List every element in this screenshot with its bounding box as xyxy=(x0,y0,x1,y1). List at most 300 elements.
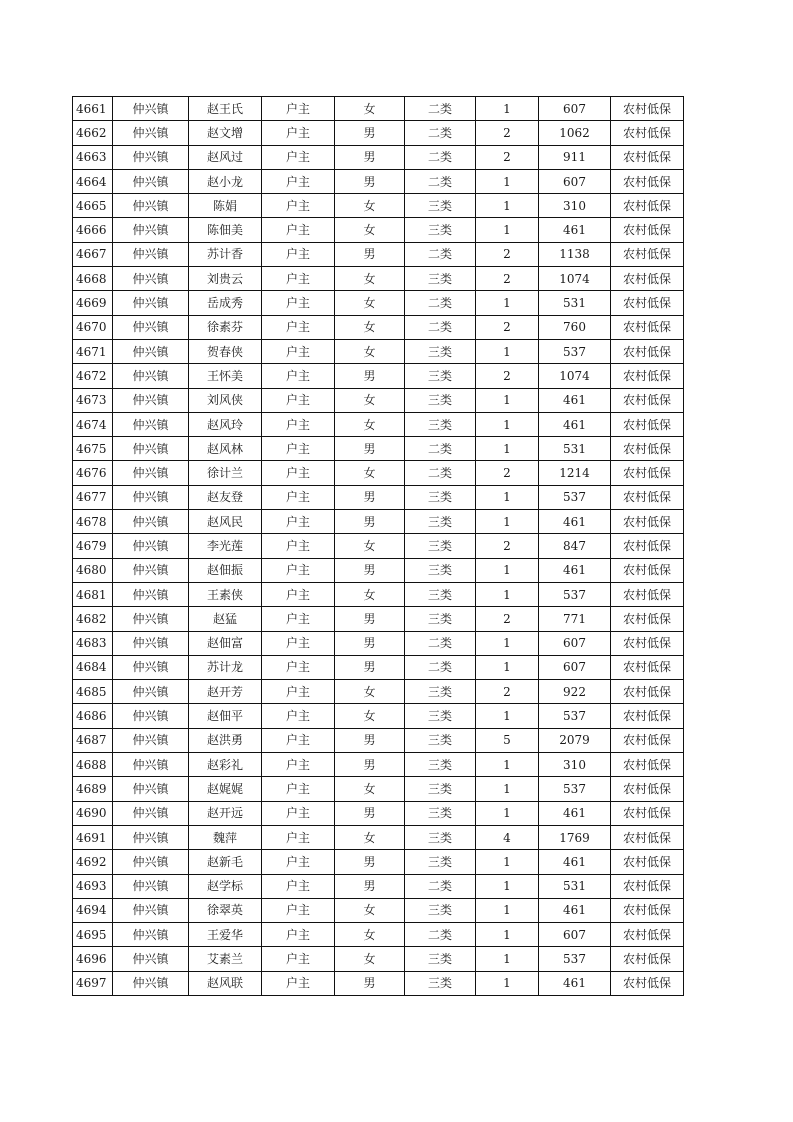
gender-cell: 女 xyxy=(335,582,405,606)
category-cell: 二类 xyxy=(405,291,476,315)
assistance-type-cell: 农村低保 xyxy=(611,582,684,606)
serial-number-cell: 4694 xyxy=(73,898,113,922)
serial-number-cell: 4685 xyxy=(73,680,113,704)
gender-cell: 女 xyxy=(335,97,405,121)
township-cell: 仲兴镇 xyxy=(113,510,189,534)
relation-cell: 户主 xyxy=(262,971,335,995)
category-cell: 三类 xyxy=(405,485,476,509)
gender-cell: 女 xyxy=(335,412,405,436)
category-cell: 三类 xyxy=(405,753,476,777)
serial-number-cell: 4682 xyxy=(73,607,113,631)
gender-cell: 男 xyxy=(335,364,405,388)
township-cell: 仲兴镇 xyxy=(113,607,189,631)
township-cell: 仲兴镇 xyxy=(113,874,189,898)
name-cell: 艾素兰 xyxy=(189,947,262,971)
category-cell: 二类 xyxy=(405,242,476,266)
serial-number-cell: 4675 xyxy=(73,437,113,461)
category-cell: 三类 xyxy=(405,218,476,242)
amount-cell: 1138 xyxy=(539,242,611,266)
gender-cell: 女 xyxy=(335,704,405,728)
household-size-cell: 1 xyxy=(476,971,539,995)
assistance-type-cell: 农村低保 xyxy=(611,291,684,315)
household-size-cell: 2 xyxy=(476,315,539,339)
township-cell: 仲兴镇 xyxy=(113,923,189,947)
category-cell: 二类 xyxy=(405,461,476,485)
category-cell: 二类 xyxy=(405,655,476,679)
relation-cell: 户主 xyxy=(262,339,335,363)
township-cell: 仲兴镇 xyxy=(113,825,189,849)
relation-cell: 户主 xyxy=(262,218,335,242)
table-row xyxy=(73,655,684,679)
category-cell: 三类 xyxy=(405,582,476,606)
township-cell: 仲兴镇 xyxy=(113,145,189,169)
serial-number-cell: 4673 xyxy=(73,388,113,412)
assistance-type-cell: 农村低保 xyxy=(611,655,684,679)
amount-cell: 922 xyxy=(539,680,611,704)
household-size-cell: 1 xyxy=(476,558,539,582)
household-size-cell: 1 xyxy=(476,923,539,947)
household-size-cell: 2 xyxy=(476,607,539,631)
category-cell: 二类 xyxy=(405,145,476,169)
relation-cell: 户主 xyxy=(262,364,335,388)
gender-cell: 女 xyxy=(335,339,405,363)
serial-number-cell: 4674 xyxy=(73,412,113,436)
assistance-type-cell: 农村低保 xyxy=(611,947,684,971)
household-size-cell: 1 xyxy=(476,655,539,679)
gender-cell: 男 xyxy=(335,485,405,509)
table-row xyxy=(73,461,684,485)
assistance-type-cell: 农村低保 xyxy=(611,753,684,777)
amount-cell: 847 xyxy=(539,534,611,558)
assistance-type-cell: 农村低保 xyxy=(611,898,684,922)
township-cell: 仲兴镇 xyxy=(113,631,189,655)
gender-cell: 男 xyxy=(335,874,405,898)
category-cell: 三类 xyxy=(405,971,476,995)
assistance-type-cell: 农村低保 xyxy=(611,364,684,388)
serial-number-cell: 4671 xyxy=(73,339,113,363)
table-row xyxy=(73,242,684,266)
name-cell: 赵风过 xyxy=(189,145,262,169)
gender-cell: 女 xyxy=(335,218,405,242)
category-cell: 二类 xyxy=(405,97,476,121)
serial-number-cell: 4661 xyxy=(73,97,113,121)
name-cell: 赵彩礼 xyxy=(189,753,262,777)
serial-number-cell: 4691 xyxy=(73,825,113,849)
amount-cell: 1074 xyxy=(539,267,611,291)
table-row xyxy=(73,339,684,363)
township-cell: 仲兴镇 xyxy=(113,534,189,558)
amount-cell: 310 xyxy=(539,753,611,777)
household-size-cell: 2 xyxy=(476,121,539,145)
assistance-type-cell: 农村低保 xyxy=(611,388,684,412)
relation-cell: 户主 xyxy=(262,947,335,971)
assistance-type-cell: 农村低保 xyxy=(611,631,684,655)
amount-cell: 461 xyxy=(539,558,611,582)
amount-cell: 461 xyxy=(539,898,611,922)
table-row xyxy=(73,874,684,898)
name-cell: 魏萍 xyxy=(189,825,262,849)
amount-cell: 607 xyxy=(539,655,611,679)
relation-cell: 户主 xyxy=(262,655,335,679)
gender-cell: 女 xyxy=(335,777,405,801)
township-cell: 仲兴镇 xyxy=(113,898,189,922)
name-cell: 贺春侠 xyxy=(189,339,262,363)
name-cell: 赵友登 xyxy=(189,485,262,509)
assistance-type-cell: 农村低保 xyxy=(611,558,684,582)
serial-number-cell: 4681 xyxy=(73,582,113,606)
relation-cell: 户主 xyxy=(262,534,335,558)
relation-cell: 户主 xyxy=(262,680,335,704)
name-cell: 王怀美 xyxy=(189,364,262,388)
assistance-type-cell: 农村低保 xyxy=(611,169,684,193)
assistance-type-cell: 农村低保 xyxy=(611,242,684,266)
table-row xyxy=(73,97,684,121)
category-cell: 二类 xyxy=(405,121,476,145)
household-size-cell: 1 xyxy=(476,485,539,509)
household-size-cell: 2 xyxy=(476,461,539,485)
name-cell: 苏计龙 xyxy=(189,655,262,679)
serial-number-cell: 4680 xyxy=(73,558,113,582)
relation-cell: 户主 xyxy=(262,169,335,193)
table-row xyxy=(73,121,684,145)
category-cell: 三类 xyxy=(405,558,476,582)
relation-cell: 户主 xyxy=(262,242,335,266)
gender-cell: 男 xyxy=(335,145,405,169)
township-cell: 仲兴镇 xyxy=(113,801,189,825)
relation-cell: 户主 xyxy=(262,801,335,825)
township-cell: 仲兴镇 xyxy=(113,388,189,412)
category-cell: 三类 xyxy=(405,412,476,436)
relation-cell: 户主 xyxy=(262,874,335,898)
township-cell: 仲兴镇 xyxy=(113,485,189,509)
gender-cell: 男 xyxy=(335,242,405,266)
category-cell: 三类 xyxy=(405,388,476,412)
assistance-type-cell: 农村低保 xyxy=(611,145,684,169)
household-size-cell: 2 xyxy=(476,534,539,558)
name-cell: 李光莲 xyxy=(189,534,262,558)
assistance-type-cell: 农村低保 xyxy=(611,680,684,704)
table-row xyxy=(73,437,684,461)
table-row xyxy=(73,753,684,777)
serial-number-cell: 4668 xyxy=(73,267,113,291)
serial-number-cell: 4669 xyxy=(73,291,113,315)
category-cell: 三类 xyxy=(405,825,476,849)
name-cell: 赵开芳 xyxy=(189,680,262,704)
name-cell: 岳成秀 xyxy=(189,291,262,315)
serial-number-cell: 4695 xyxy=(73,923,113,947)
serial-number-cell: 4684 xyxy=(73,655,113,679)
serial-number-cell: 4665 xyxy=(73,194,113,218)
table-row xyxy=(73,169,684,193)
category-cell: 三类 xyxy=(405,534,476,558)
category-cell: 二类 xyxy=(405,315,476,339)
category-cell: 三类 xyxy=(405,364,476,388)
name-cell: 赵娓娓 xyxy=(189,777,262,801)
amount-cell: 537 xyxy=(539,777,611,801)
name-cell: 赵佃振 xyxy=(189,558,262,582)
relation-cell: 户主 xyxy=(262,777,335,801)
serial-number-cell: 4690 xyxy=(73,801,113,825)
name-cell: 赵风民 xyxy=(189,510,262,534)
amount-cell: 461 xyxy=(539,510,611,534)
name-cell: 赵洪勇 xyxy=(189,728,262,752)
assistance-type-cell: 农村低保 xyxy=(611,777,684,801)
assistance-type-cell: 农村低保 xyxy=(611,218,684,242)
township-cell: 仲兴镇 xyxy=(113,97,189,121)
table-row xyxy=(73,291,684,315)
assistance-type-cell: 农村低保 xyxy=(611,97,684,121)
gender-cell: 女 xyxy=(335,923,405,947)
category-cell: 三类 xyxy=(405,777,476,801)
gender-cell: 男 xyxy=(335,801,405,825)
table-row xyxy=(73,194,684,218)
gender-cell: 女 xyxy=(335,291,405,315)
serial-number-cell: 4676 xyxy=(73,461,113,485)
amount-cell: 2079 xyxy=(539,728,611,752)
serial-number-cell: 4666 xyxy=(73,218,113,242)
table-row xyxy=(73,510,684,534)
amount-cell: 461 xyxy=(539,412,611,436)
category-cell: 二类 xyxy=(405,923,476,947)
relation-cell: 户主 xyxy=(262,704,335,728)
township-cell: 仲兴镇 xyxy=(113,728,189,752)
table-row xyxy=(73,850,684,874)
table-row xyxy=(73,364,684,388)
table-row xyxy=(73,971,684,995)
township-cell: 仲兴镇 xyxy=(113,291,189,315)
table-row xyxy=(73,218,684,242)
relation-cell: 户主 xyxy=(262,607,335,631)
assistance-type-cell: 农村低保 xyxy=(611,801,684,825)
household-size-cell: 1 xyxy=(476,801,539,825)
amount-cell: 537 xyxy=(539,339,611,363)
name-cell: 王爱华 xyxy=(189,923,262,947)
relation-cell: 户主 xyxy=(262,923,335,947)
category-cell: 二类 xyxy=(405,874,476,898)
category-cell: 二类 xyxy=(405,631,476,655)
assistance-type-cell: 农村低保 xyxy=(611,825,684,849)
serial-number-cell: 4664 xyxy=(73,169,113,193)
category-cell: 三类 xyxy=(405,704,476,728)
township-cell: 仲兴镇 xyxy=(113,680,189,704)
relation-cell: 户主 xyxy=(262,850,335,874)
amount-cell: 310 xyxy=(539,194,611,218)
gender-cell: 女 xyxy=(335,825,405,849)
category-cell: 三类 xyxy=(405,267,476,291)
relation-cell: 户主 xyxy=(262,412,335,436)
relation-cell: 户主 xyxy=(262,510,335,534)
township-cell: 仲兴镇 xyxy=(113,704,189,728)
township-cell: 仲兴镇 xyxy=(113,364,189,388)
relation-cell: 户主 xyxy=(262,728,335,752)
assistance-type-cell: 农村低保 xyxy=(611,850,684,874)
serial-number-cell: 4672 xyxy=(73,364,113,388)
household-size-cell: 1 xyxy=(476,947,539,971)
category-cell: 三类 xyxy=(405,898,476,922)
assistance-type-cell: 农村低保 xyxy=(611,437,684,461)
household-size-cell: 1 xyxy=(476,339,539,363)
serial-number-cell: 4683 xyxy=(73,631,113,655)
table-row xyxy=(73,898,684,922)
name-cell: 赵佃平 xyxy=(189,704,262,728)
table-row xyxy=(73,947,684,971)
relation-cell: 户主 xyxy=(262,461,335,485)
household-size-cell: 1 xyxy=(476,437,539,461)
serial-number-cell: 4688 xyxy=(73,753,113,777)
gender-cell: 男 xyxy=(335,728,405,752)
category-cell: 三类 xyxy=(405,607,476,631)
household-size-cell: 1 xyxy=(476,194,539,218)
township-cell: 仲兴镇 xyxy=(113,412,189,436)
gender-cell: 女 xyxy=(335,947,405,971)
table-row xyxy=(73,267,684,291)
township-cell: 仲兴镇 xyxy=(113,582,189,606)
name-cell: 赵王氏 xyxy=(189,97,262,121)
amount-cell: 911 xyxy=(539,145,611,169)
relation-cell: 户主 xyxy=(262,485,335,509)
relation-cell: 户主 xyxy=(262,291,335,315)
name-cell: 赵学标 xyxy=(189,874,262,898)
household-size-cell: 1 xyxy=(476,291,539,315)
serial-number-cell: 4662 xyxy=(73,121,113,145)
table-row xyxy=(73,923,684,947)
gender-cell: 女 xyxy=(335,680,405,704)
township-cell: 仲兴镇 xyxy=(113,218,189,242)
township-cell: 仲兴镇 xyxy=(113,655,189,679)
serial-number-cell: 4697 xyxy=(73,971,113,995)
table-row xyxy=(73,388,684,412)
gender-cell: 女 xyxy=(335,534,405,558)
household-size-cell: 4 xyxy=(476,825,539,849)
name-cell: 刘贵云 xyxy=(189,267,262,291)
household-size-cell: 1 xyxy=(476,169,539,193)
household-size-cell: 1 xyxy=(476,218,539,242)
assistance-type-cell: 农村低保 xyxy=(611,412,684,436)
name-cell: 赵风林 xyxy=(189,437,262,461)
household-size-cell: 1 xyxy=(476,777,539,801)
gender-cell: 男 xyxy=(335,753,405,777)
serial-number-cell: 4678 xyxy=(73,510,113,534)
gender-cell: 男 xyxy=(335,169,405,193)
gender-cell: 女 xyxy=(335,388,405,412)
relation-cell: 户主 xyxy=(262,121,335,145)
assistance-type-cell: 农村低保 xyxy=(611,339,684,363)
name-cell: 赵猛 xyxy=(189,607,262,631)
household-size-cell: 1 xyxy=(476,753,539,777)
table-row xyxy=(73,558,684,582)
gender-cell: 男 xyxy=(335,121,405,145)
amount-cell: 1769 xyxy=(539,825,611,849)
township-cell: 仲兴镇 xyxy=(113,437,189,461)
relation-cell: 户主 xyxy=(262,582,335,606)
township-cell: 仲兴镇 xyxy=(113,850,189,874)
township-cell: 仲兴镇 xyxy=(113,339,189,363)
serial-number-cell: 4677 xyxy=(73,485,113,509)
amount-cell: 461 xyxy=(539,218,611,242)
serial-number-cell: 4670 xyxy=(73,315,113,339)
assistance-type-cell: 农村低保 xyxy=(611,607,684,631)
gender-cell: 男 xyxy=(335,655,405,679)
gender-cell: 女 xyxy=(335,194,405,218)
serial-number-cell: 4696 xyxy=(73,947,113,971)
household-size-cell: 1 xyxy=(476,874,539,898)
household-size-cell: 1 xyxy=(476,412,539,436)
household-size-cell: 2 xyxy=(476,242,539,266)
amount-cell: 461 xyxy=(539,850,611,874)
relation-cell: 户主 xyxy=(262,145,335,169)
name-cell: 赵风玲 xyxy=(189,412,262,436)
gender-cell: 女 xyxy=(335,898,405,922)
table-row xyxy=(73,728,684,752)
assistance-type-cell: 农村低保 xyxy=(611,971,684,995)
table-row xyxy=(73,145,684,169)
amount-cell: 461 xyxy=(539,971,611,995)
benefit-roster-table xyxy=(72,96,684,996)
assistance-type-cell: 农村低保 xyxy=(611,874,684,898)
category-cell: 三类 xyxy=(405,947,476,971)
relation-cell: 户主 xyxy=(262,825,335,849)
name-cell: 徐素芬 xyxy=(189,315,262,339)
name-cell: 赵新毛 xyxy=(189,850,262,874)
table-row xyxy=(73,607,684,631)
name-cell: 赵风联 xyxy=(189,971,262,995)
township-cell: 仲兴镇 xyxy=(113,169,189,193)
name-cell: 陈佃美 xyxy=(189,218,262,242)
household-size-cell: 2 xyxy=(476,267,539,291)
amount-cell: 771 xyxy=(539,607,611,631)
gender-cell: 男 xyxy=(335,631,405,655)
amount-cell: 760 xyxy=(539,315,611,339)
serial-number-cell: 4692 xyxy=(73,850,113,874)
table-row xyxy=(73,801,684,825)
serial-number-cell: 4689 xyxy=(73,777,113,801)
table-row xyxy=(73,315,684,339)
assistance-type-cell: 农村低保 xyxy=(611,534,684,558)
gender-cell: 女 xyxy=(335,315,405,339)
table-row xyxy=(73,485,684,509)
assistance-type-cell: 农村低保 xyxy=(611,194,684,218)
amount-cell: 531 xyxy=(539,874,611,898)
assistance-type-cell: 农村低保 xyxy=(611,267,684,291)
household-size-cell: 1 xyxy=(476,97,539,121)
household-size-cell: 1 xyxy=(476,850,539,874)
table-row xyxy=(73,825,684,849)
table-row xyxy=(73,534,684,558)
household-size-cell: 1 xyxy=(476,510,539,534)
assistance-type-cell: 农村低保 xyxy=(611,461,684,485)
assistance-type-cell: 农村低保 xyxy=(611,121,684,145)
gender-cell: 女 xyxy=(335,461,405,485)
relation-cell: 户主 xyxy=(262,97,335,121)
serial-number-cell: 4679 xyxy=(73,534,113,558)
gender-cell: 男 xyxy=(335,558,405,582)
name-cell: 赵文增 xyxy=(189,121,262,145)
name-cell: 赵开远 xyxy=(189,801,262,825)
amount-cell: 537 xyxy=(539,947,611,971)
relation-cell: 户主 xyxy=(262,558,335,582)
category-cell: 三类 xyxy=(405,850,476,874)
township-cell: 仲兴镇 xyxy=(113,777,189,801)
serial-number-cell: 4687 xyxy=(73,728,113,752)
serial-number-cell: 4693 xyxy=(73,874,113,898)
household-size-cell: 2 xyxy=(476,145,539,169)
relation-cell: 户主 xyxy=(262,753,335,777)
household-size-cell: 1 xyxy=(476,388,539,412)
township-cell: 仲兴镇 xyxy=(113,194,189,218)
name-cell: 赵佃富 xyxy=(189,631,262,655)
gender-cell: 女 xyxy=(335,267,405,291)
category-cell: 三类 xyxy=(405,801,476,825)
